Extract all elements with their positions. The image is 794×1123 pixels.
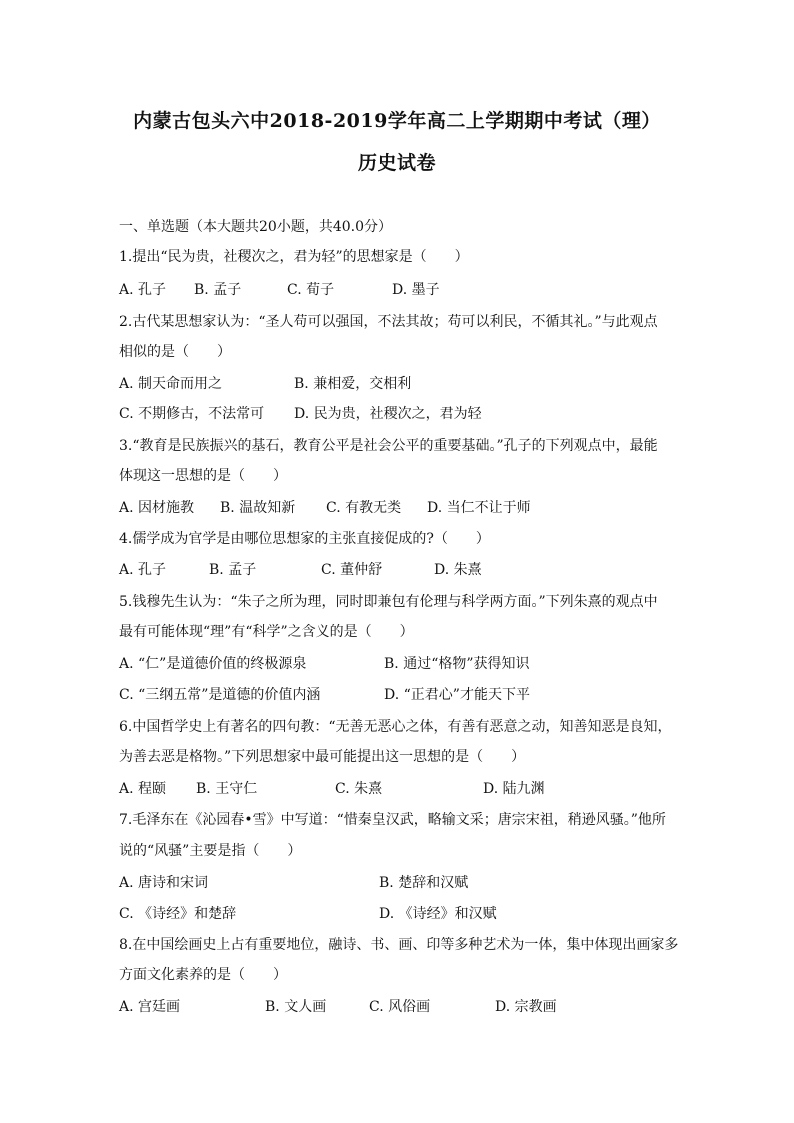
option-row <box>119 499 679 517</box>
option-c: C. 不期修古，不法常可 <box>119 406 265 422</box>
option-a: A. “仁”是道德价值的终极源泉 <box>119 656 307 672</box>
option-row <box>119 561 679 579</box>
option-c: C. 《诗经》和楚辞 <box>119 906 237 922</box>
question-stem-continued: 说的“风骚”主要是指（ ） <box>119 843 302 859</box>
option-row <box>119 655 679 673</box>
option-b: B. 通过“格物”获得知识 <box>384 656 530 672</box>
question-stem-continued: 为善去恶是格物。”下列思想家中最可能提出这一思想的是（ ） <box>119 749 526 765</box>
option-d: D. 陆九渊 <box>483 781 545 797</box>
question-stem: 1.提出“民为贵，社稷次之，君为轻”的思想家是（ ） <box>119 249 469 265</box>
option-c: C. 风俗画 <box>369 999 431 1015</box>
question-stem: 2.古代某思想家认为：“圣人苟可以强国，不法其故；苟可以利民，不循其礼。”与此观点 <box>119 314 658 330</box>
option-row <box>119 281 679 299</box>
question-stem: 5.钱穆先生认为：“朱子之所为理，同时即兼包有伦理与科学两方面。”下列朱熹的观点中 <box>119 594 658 610</box>
question-stem: 4.儒学成为官学是由哪位思想家的主张直接促成的?（ ） <box>119 531 490 547</box>
option-a: A. 因材施教 <box>119 500 195 516</box>
option-c: C. 有教无类 <box>326 500 402 516</box>
option-d: D. 朱熹 <box>434 562 482 578</box>
option-b: B. 孟子 <box>194 282 242 298</box>
question-stem-continued: 体现这一思想的是（ ） <box>119 468 287 484</box>
question-stem: 6.中国哲学史上有著名的四句教：“无善无恶心之体，有善有恶意之动，知善知恶是良知， <box>119 719 672 735</box>
option-d: D. 宗教画 <box>495 999 557 1015</box>
question-stem: 3.“教育是民族振兴的基石，教育公平是社会公平的重要基础。”孔子的下列观点中，最能 <box>119 438 658 454</box>
exam-title: 内蒙古包头六中2018-2019学年高二上学期期中考试（理） <box>133 110 661 132</box>
option-row <box>119 780 679 798</box>
option-c: C. “三纲五常”是道德的价值内涵 <box>119 687 321 703</box>
option-b: B. 楚辞和汉赋 <box>379 875 469 891</box>
question-stem-continued: 相似的是（ ） <box>119 344 231 360</box>
option-d: D. 当仁不让于师 <box>427 500 531 516</box>
exam-subject: 历史试卷 <box>357 152 436 174</box>
question-stem: 8.在中国绘画史上占有重要地位，融诗、书、画、印等多种艺术为一体，集中体现出画家多 <box>119 937 679 953</box>
option-d: D. 《诗经》和汉赋 <box>379 906 497 922</box>
option-d: D. 民为贵，社稷次之，君为轻 <box>294 406 482 422</box>
option-a: A. 孔子 <box>119 282 167 298</box>
section-heading: 一、单选题（本大题共20小题，共40.0分） <box>119 219 392 235</box>
option-a: A. 唐诗和宋词 <box>119 875 209 891</box>
option-c: C. 朱熹 <box>335 781 383 797</box>
option-a: A. 宫廷画 <box>119 999 181 1015</box>
option-a: A. 孔子 <box>119 562 167 578</box>
option-row <box>119 874 679 892</box>
option-c: C. 荀子 <box>287 282 335 298</box>
option-b: B. 温故知新 <box>220 500 296 516</box>
option-b: B. 孟子 <box>209 562 257 578</box>
option-b: B. 兼相爱，交相利 <box>294 376 412 392</box>
question-stem-continued: 方面文化素养的是（ ） <box>119 967 287 983</box>
option-b: B. 王守仁 <box>196 781 258 797</box>
question-stem-continued: 最有可能体现“理”有“科学”之含义的是（ ） <box>119 624 414 640</box>
option-c: C. 董仲舒 <box>321 562 383 578</box>
option-row <box>119 998 679 1016</box>
option-row <box>119 405 679 423</box>
option-d: D. 墨子 <box>392 282 440 298</box>
question-stem: 7.毛泽东在《沁园春•雪》中写道：“惜秦皇汉武，略输文采；唐宗宋祖，稍逊风骚。”他所 <box>119 812 666 828</box>
option-b: B. 文人画 <box>265 999 327 1015</box>
option-row <box>119 375 679 393</box>
option-row <box>119 905 679 923</box>
option-d: D. “正君心”才能天下平 <box>384 687 530 703</box>
option-row <box>119 686 679 704</box>
option-a: A. 制天命而用之 <box>119 376 223 392</box>
option-a: A. 程颐 <box>119 781 167 797</box>
